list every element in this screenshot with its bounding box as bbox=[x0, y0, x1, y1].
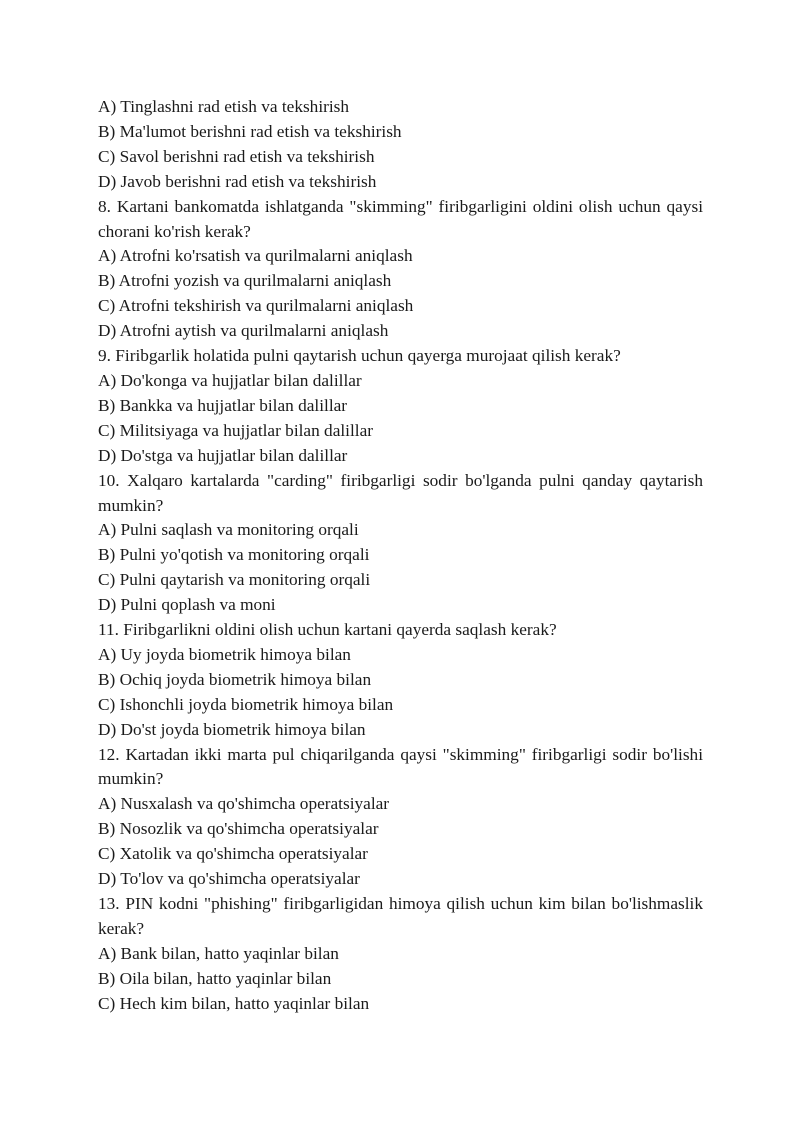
q8-option-b: B) Atrofni yozish va qurilmalarni aniqlash bbox=[98, 271, 392, 291]
q13-option-b: B) Oila bilan, hatto yaqinlar bilan bbox=[98, 968, 332, 988]
q11-option-b: B) Ochiq joyda biometrik himoya bilan bbox=[98, 669, 372, 689]
q10-option-b: B) Pulni yo'qotish va monitoring orqali bbox=[98, 545, 370, 565]
q9-option-d: D) Do'stga va hujjatlar bilan dalillar bbox=[98, 445, 348, 465]
q9-option-b: B) Bankka va hujjatlar bilan dalillar bbox=[98, 395, 348, 415]
q11-question: 11. Firibgarlikni oldini olish uchun kartani qayerda saqlash kerak? bbox=[98, 620, 557, 640]
q8-option-d: D) Atrofni aytish va qurilmalarni aniqlash bbox=[98, 321, 389, 341]
q12-option-a: A) Nusxalash va qo'shimcha operatsiyalar bbox=[98, 794, 390, 814]
q12-option-b: B) Nosozlik va qo'shimcha operatsiyalar bbox=[98, 819, 379, 839]
q8-question: 8. Kartani bankomatda ishlatganda "skimming" firibgarligini oldini olish uchun qaysi chorani ko'rish kerak? bbox=[98, 196, 703, 241]
q9-option-a: A) Do'konga va hujjatlar bilan dalillar bbox=[98, 370, 362, 390]
q10-option-c: C) Pulni qaytarish va monitoring orqali bbox=[98, 570, 371, 590]
q7-option-c: C) Savol berishni rad etish va tekshirish bbox=[98, 146, 375, 166]
q9-question: 9. Firibgarlik holatida pulni qaytarish uchun qayerga murojaat qilish kerak? bbox=[98, 346, 621, 366]
q7-option-a: A) Tinglashni rad etish va tekshirish bbox=[98, 97, 350, 116]
q13-option-a: A) Bank bilan, hatto yaqinlar bilan bbox=[98, 943, 339, 963]
q12-option-c: C) Xatolik va qo'shimcha operatsiyalar bbox=[98, 844, 368, 864]
q9-option-c: C) Militsiyaga va hujjatlar bilan dalillar bbox=[98, 420, 373, 440]
q8-option-a: A) Atrofni ko'rsatish va qurilmalarni aniqlash bbox=[98, 246, 413, 266]
q7-option-d: D) Javob berishni rad etish va tekshirish bbox=[98, 171, 377, 191]
q10-question: 10. Xalqaro kartalarda "carding" firibgarligi sodir bo'lganda pulni qanday qaytarish mumkin? bbox=[98, 470, 703, 515]
q12-option-d: D) To'lov va qo'shimcha operatsiyalar bbox=[98, 869, 360, 889]
q11-option-c: C) Ishonchli joyda biometrik himoya bilan bbox=[98, 694, 394, 714]
q12-question: 12. Kartadan ikki marta pul chiqarilganda qaysi "skimming" firibgarligi sodir bo'lishi mumkin? bbox=[98, 744, 703, 789]
q11-option-a: A) Uy joyda biometrik himoya bilan bbox=[98, 644, 351, 664]
document-body bbox=[98, 95, 703, 1017]
q11-option-d: D) Do'st joyda biometrik himoya bilan bbox=[98, 719, 366, 739]
q10-option-d: D) Pulni qoplash va moni bbox=[98, 595, 276, 615]
q13-option-c: C) Hech kim bilan, hatto yaqinlar bilan bbox=[98, 993, 370, 1013]
q8-option-c: C) Atrofni tekshirish va qurilmalarni aniqlash bbox=[98, 296, 414, 316]
q7-option-b: B) Ma'lumot berishni rad etish va tekshirish bbox=[98, 121, 402, 141]
q13-question: 13. PIN kodni "phishing" firibgarligidan himoya qilish uchun kim bilan bo'lishmaslik kerak? bbox=[98, 894, 703, 938]
q10-option-a: A) Pulni saqlash va monitoring orqali bbox=[98, 520, 359, 540]
